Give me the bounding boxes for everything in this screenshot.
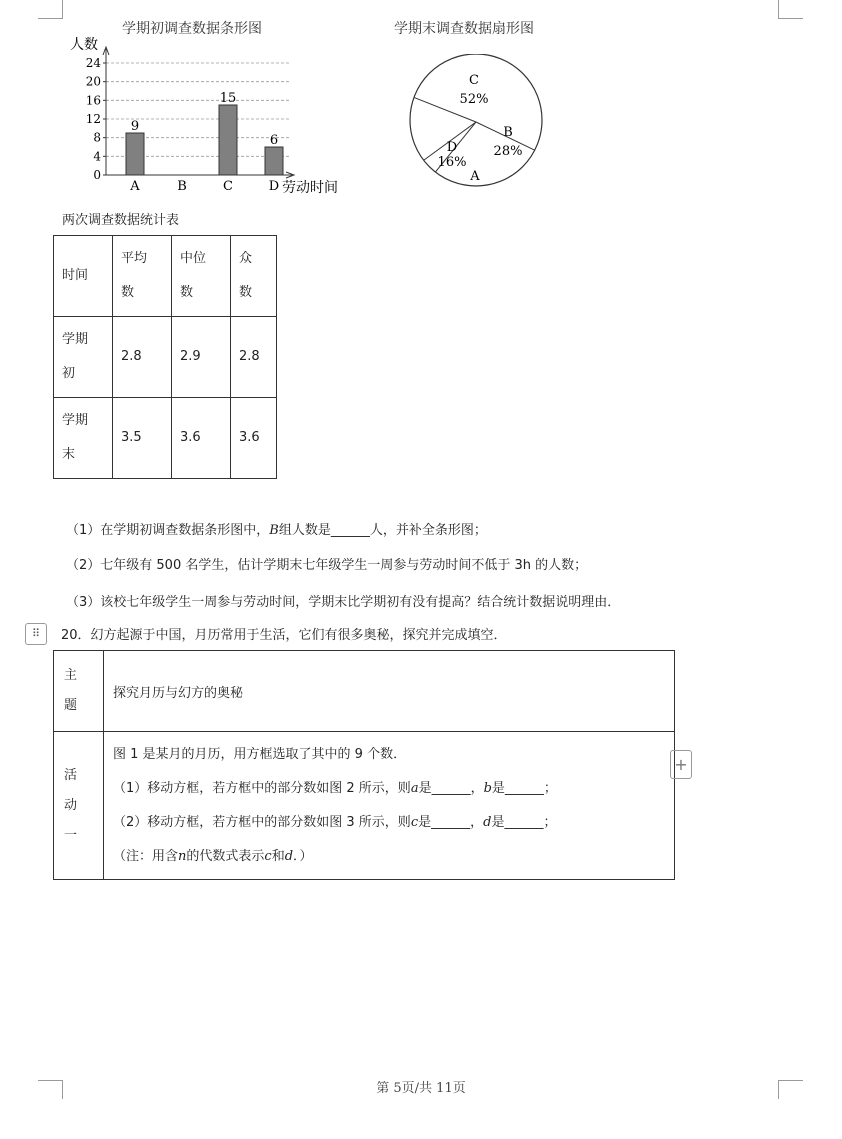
bar-data-label: 6 [269, 133, 279, 148]
y-tick-label: 0 [93, 168, 101, 182]
activity-table [53, 650, 675, 880]
activity-line-3-text-c: 是______； [491, 814, 557, 830]
activity-label [54, 732, 104, 880]
activity-line-4-text-a: （注：用含 [113, 848, 179, 864]
page-footer: 第 5页/共 11页 [376, 1081, 466, 1096]
row-label [54, 398, 113, 479]
corner-mark-top-left [38, 0, 63, 19]
header-mode-line1: 众 [239, 251, 253, 266]
activity-content [104, 732, 675, 880]
y-tick-label: 16 [85, 93, 101, 108]
question-1-text-a: （1）在学期初调查数据条形图中， [66, 523, 270, 538]
cell-median: 2.9 [172, 317, 231, 398]
x-tick-label: C [223, 179, 233, 194]
variable-c-note: c [264, 848, 272, 864]
cell-mode: 2.8 [231, 317, 277, 398]
activity-row [54, 732, 675, 880]
activity-line-3-text-b: 是______， [418, 814, 484, 830]
x-axis-label: 劳动时间 [282, 180, 338, 196]
activity-line-4-text-b: 的代数式表示 [186, 848, 265, 864]
header-median [172, 236, 231, 317]
bar-data-label: 9 [130, 119, 140, 134]
bar [126, 133, 144, 175]
activity-label-line1: 活 [64, 767, 78, 783]
pie-slice-percent: 52% [459, 92, 489, 107]
x-tick-label: B [177, 179, 187, 194]
y-tick-label: 24 [85, 56, 101, 70]
header-mode-line2: 数 [239, 285, 253, 300]
y-tick-label: 20 [85, 74, 101, 89]
x-tick-label: D [268, 179, 280, 194]
question-3: （3）该校七年级学生一周参与劳动时间，学期末比学期初有没有提高？结合统计数据说明理由． [66, 595, 621, 610]
activity-line-3 [113, 806, 673, 840]
cell-mode: 3.6 [231, 398, 277, 479]
x-tick-label: A [130, 179, 140, 194]
activity-line-1: 图 1 是某月的月历，用方框选取了其中的 9 个数． [113, 746, 407, 762]
activity-line-4-text-d: ．） [293, 848, 313, 864]
theme-text: 探究月历与幻方的奥秘 [104, 651, 675, 732]
row-label-line2: 初 [62, 366, 76, 381]
header-time: 时间 [54, 236, 113, 317]
row-label-line1: 学期 [62, 332, 89, 347]
activity-line-4 [113, 840, 673, 874]
table-row [54, 317, 277, 398]
activity-line-2-text-b: 是______， [418, 780, 484, 796]
header-median-line2: 数 [180, 285, 194, 300]
header-mode [231, 236, 277, 317]
table-row [54, 398, 277, 479]
cell-mean: 2.8 [113, 317, 172, 398]
stats-table-caption: 两次调查数据统计表 [62, 213, 180, 228]
drag-handle-icon[interactable]: ⠿ [25, 623, 47, 645]
activity-line-2-text-c: 是______； [491, 780, 557, 796]
row-label [54, 317, 113, 398]
activity-line-2-text-a: （1）移动方框，若方框中的部分数如图 2 所示，则 [113, 780, 411, 796]
variable-b: b [483, 780, 492, 796]
pie-slice-label: A [470, 169, 480, 184]
question-1-text-b: 组人数是______人，并补全条形图； [278, 523, 487, 538]
variable-c: c [410, 814, 419, 830]
pie-slice-label: D [446, 140, 458, 155]
pie-slice-label: C [469, 73, 479, 88]
variable-d-note: d [284, 848, 294, 864]
cell-mean: 3.5 [113, 398, 172, 479]
header-median-line1: 中位 [180, 251, 207, 266]
corner-mark-top-right [778, 0, 803, 19]
theme-row [54, 651, 675, 732]
row-label-line2: 末 [62, 447, 76, 462]
cell-median: 3.6 [172, 398, 231, 479]
pie-slice-percent: 16% [437, 155, 467, 170]
activity-line-3-text-a: （2）移动方框，若方框中的部分数如图 3 所示，则 [113, 814, 411, 830]
pie-slice-label: B [503, 125, 513, 140]
activity-label-line3: 一 [64, 827, 78, 843]
question-2: （2）七年级有 500 名学生，估计学期末七年级学生一周参与劳动时间不低于 3h 的人数； [66, 558, 588, 573]
bar [219, 105, 237, 175]
question-20-text: 20．幻方起源于中国，月历常用于生活，它们有很多奥秘，探究并完成填空． [61, 628, 507, 643]
question-1 [66, 519, 487, 538]
theme-label-line1: 主 [64, 668, 78, 683]
variable-n: n [178, 848, 187, 864]
y-tick-label: 4 [93, 149, 101, 164]
bar-chart [60, 32, 360, 202]
activity-line-2 [113, 772, 673, 806]
y-axis-label: 人数 [70, 37, 98, 53]
theme-label-line2: 题 [64, 698, 78, 713]
activity-label-line2: 动 [64, 797, 78, 813]
theme-label [54, 651, 104, 732]
pie-slice-percent: 28% [493, 144, 523, 159]
pie-chart-title: 学期末调查数据扇形图 [394, 21, 534, 37]
bar-data-label: 15 [219, 91, 237, 106]
stats-table [53, 235, 277, 479]
add-row-button[interactable]: + [670, 750, 692, 779]
header-mean-line1: 平均 [121, 251, 148, 266]
variable-d: d [483, 814, 492, 830]
activity-line-4-text-c: 和 [271, 848, 285, 864]
bar-chart-title: 学期初调查数据条形图 [122, 21, 262, 37]
bar [265, 147, 283, 175]
row-label-line1: 学期 [62, 413, 89, 428]
question-1-variable: B [269, 523, 279, 538]
header-mean [113, 236, 172, 317]
stats-table-header-row [54, 236, 277, 317]
y-tick-label: 8 [93, 130, 101, 145]
y-tick-label: 12 [85, 112, 101, 126]
pie-chart [402, 54, 552, 194]
header-mean-line2: 数 [121, 285, 135, 300]
variable-a: a [410, 780, 419, 796]
